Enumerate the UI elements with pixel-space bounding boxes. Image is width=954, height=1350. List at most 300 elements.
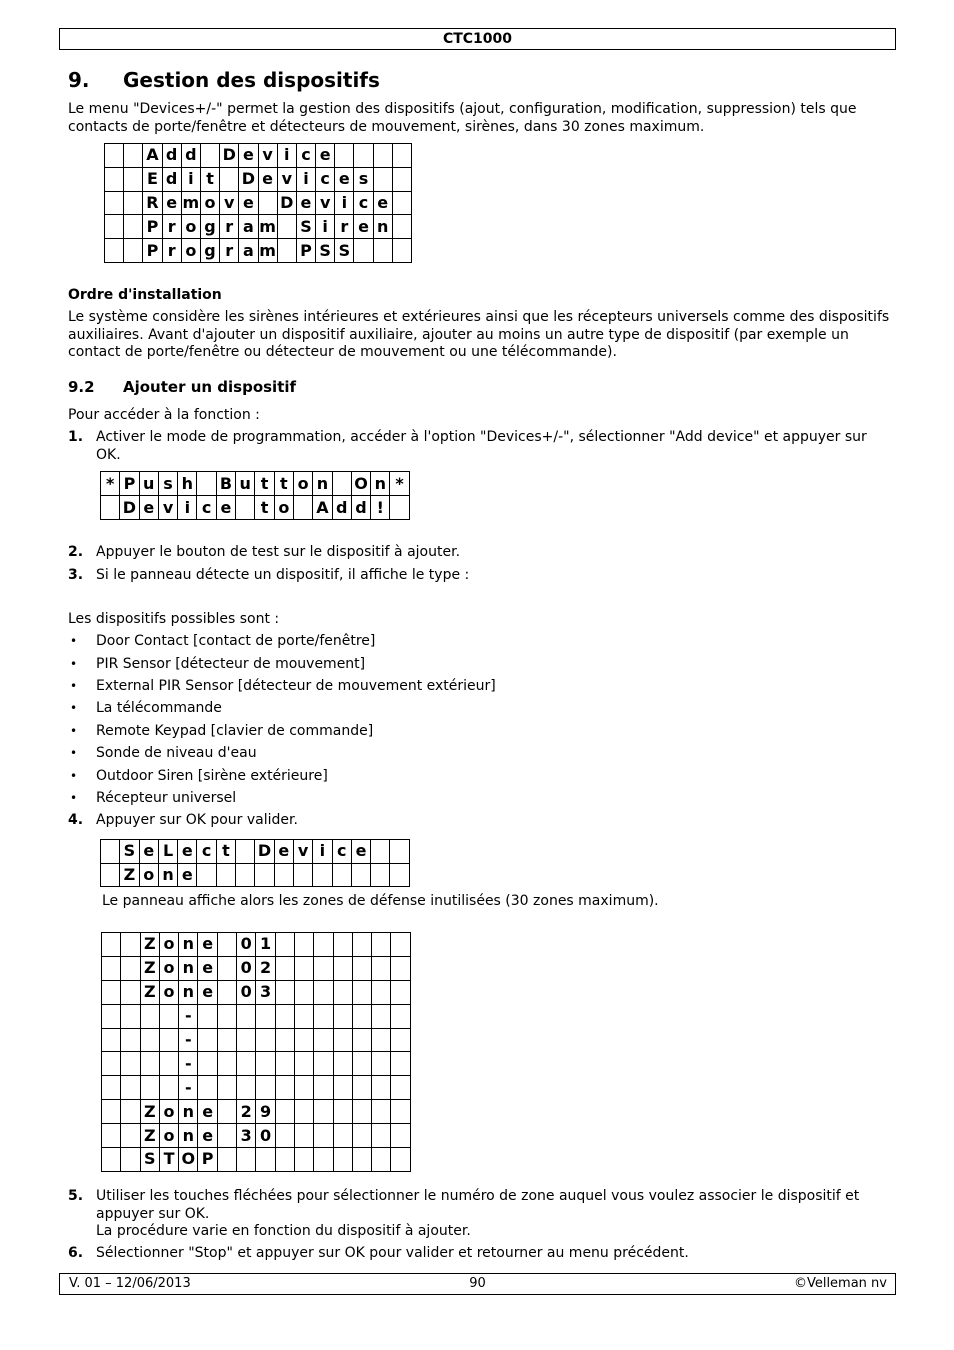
- lcd-cell: o: [181, 215, 200, 239]
- lcd-cell: n: [158, 863, 177, 887]
- lcd-cell: e: [351, 840, 370, 864]
- lcd-row: [102, 1076, 411, 1100]
- lcd-cell: t: [255, 472, 274, 496]
- lcd-cell: n: [179, 1124, 198, 1148]
- lcd-cell: S: [140, 1148, 159, 1172]
- lcd-cell: [198, 1076, 217, 1100]
- lcd-cell: -: [179, 1076, 198, 1100]
- lcd-cell: [391, 980, 410, 1004]
- lcd-cell: r: [220, 239, 239, 263]
- lcd-cell: [217, 956, 236, 980]
- lcd-cell: [237, 1076, 256, 1100]
- lcd-row: [101, 840, 410, 864]
- lcd-cell: d: [332, 496, 351, 520]
- lcd-cell: [275, 1076, 294, 1100]
- list-item: • Récepteur universel: [70, 790, 237, 806]
- lcd-select-device-display: [100, 839, 410, 887]
- lcd-cell: D: [120, 496, 139, 520]
- footer-page-number: 90: [469, 1276, 486, 1291]
- lcd-cell: [314, 956, 333, 980]
- lcd-cell: [217, 1052, 236, 1076]
- lcd-cell: S: [120, 840, 139, 864]
- lcd-cell: [333, 1076, 352, 1100]
- lcd-cell: t: [274, 472, 293, 496]
- lcd-cell: c: [316, 167, 335, 191]
- lcd-cell: [258, 191, 277, 215]
- lcd-cell: [121, 1148, 140, 1172]
- lcd-cell: [217, 1004, 236, 1028]
- lcd-cell: i: [296, 167, 315, 191]
- step-number: 2.: [68, 544, 84, 560]
- lcd-cell: A: [313, 496, 332, 520]
- lcd-cell: [105, 215, 124, 239]
- install-order-text: Le système considère les sirènes intérieures et extérieures ainsi que les récepteurs universels comme des dispositifs auxiliaires. Avant d'ajouter un dispositif auxiliaire, ajouter au moins un autre type de dispositif (par exemple un contact de porte/fenêtre ou détecteur de mouvement ou une télécommande).: [68, 309, 890, 360]
- lcd-cell: o: [139, 863, 158, 887]
- lcd-cell: i: [277, 144, 296, 168]
- lcd-cell: [313, 863, 332, 887]
- lcd-cell: [372, 956, 391, 980]
- lcd-cell: [121, 1076, 140, 1100]
- lcd-cell: [352, 1148, 371, 1172]
- lcd-cell: [352, 1004, 371, 1028]
- lcd-cell: [121, 980, 140, 1004]
- lcd-cell: [314, 980, 333, 1004]
- lcd-cell: [140, 1076, 159, 1100]
- lcd-cell: 1: [256, 933, 275, 957]
- lcd-cell: [220, 167, 239, 191]
- lcd-row: [102, 1148, 411, 1172]
- lcd-cell: i: [178, 496, 197, 520]
- lcd-cell: [333, 980, 352, 1004]
- lcd-cell: [332, 863, 351, 887]
- lcd-cell: P: [296, 239, 315, 263]
- lcd-cell: 0: [256, 1124, 275, 1148]
- lcd-row: [102, 1028, 411, 1052]
- lcd-cell: e: [198, 956, 217, 980]
- lcd-cell: [392, 215, 411, 239]
- step-number: 6.: [68, 1245, 84, 1261]
- lcd-cell: e: [296, 191, 315, 215]
- lcd-cell: [237, 1148, 256, 1172]
- lcd-cell: [217, 980, 236, 1004]
- lcd-cell: [200, 144, 219, 168]
- lcd-cell: n: [179, 956, 198, 980]
- lcd-cell: m: [258, 215, 277, 239]
- step-text: Appuyer sur OK pour valider.: [96, 812, 298, 828]
- lcd-cell: [197, 472, 216, 496]
- lcd-cell: [121, 956, 140, 980]
- lcd-cell: e: [198, 1100, 217, 1124]
- lcd-cell: [121, 1052, 140, 1076]
- lcd-cell: [105, 167, 124, 191]
- lcd-cell: [391, 1100, 410, 1124]
- lcd-zones-display: [101, 932, 411, 1172]
- lcd-cell: [124, 144, 143, 168]
- lcd-cell: [237, 1004, 256, 1028]
- lcd-cell: [332, 472, 351, 496]
- page-header: [59, 28, 896, 50]
- lcd-cell: [256, 1076, 275, 1100]
- bullet-icon: •: [70, 657, 78, 671]
- lcd-cell: [275, 1148, 294, 1172]
- lcd-cell: o: [159, 1100, 178, 1124]
- lcd-cell: [335, 144, 354, 168]
- lcd-cell: n: [179, 1100, 198, 1124]
- lcd-row: [102, 933, 411, 957]
- lcd-cell: [391, 1004, 410, 1028]
- lcd-cell: [391, 1148, 410, 1172]
- lcd-cell: o: [159, 933, 178, 957]
- lcd-cell: S: [316, 239, 335, 263]
- lcd-cell: [102, 933, 121, 957]
- lcd-cell: -: [179, 1052, 198, 1076]
- lcd-cell: [314, 1028, 333, 1052]
- lcd-cell: o: [200, 191, 219, 215]
- lcd-cell: [197, 863, 216, 887]
- lcd-cell: [390, 496, 409, 520]
- lcd-cell: [390, 840, 409, 864]
- lcd-cell: i: [316, 215, 335, 239]
- lcd-cell: Z: [120, 863, 139, 887]
- lcd-cell: [256, 1148, 275, 1172]
- lcd-cell: e: [216, 496, 235, 520]
- lcd-cell: n: [313, 472, 332, 496]
- lcd-cell: Z: [140, 1124, 159, 1148]
- lcd-cell: o: [159, 980, 178, 1004]
- lcd-cell: [293, 496, 312, 520]
- lcd-cell: B: [216, 472, 235, 496]
- lcd-cell: 9: [256, 1100, 275, 1124]
- zones-text: Le panneau affiche alors les zones de défense inutilisées (30 zones maximum).: [102, 893, 659, 909]
- lcd-cell: t: [200, 167, 219, 191]
- lcd-cell: [294, 1004, 313, 1028]
- lcd-row: [102, 1004, 411, 1028]
- lcd-cell: [236, 863, 255, 887]
- lcd-cell: v: [277, 167, 296, 191]
- lcd-cell: [217, 1076, 236, 1100]
- lcd-cell: 2: [256, 956, 275, 980]
- lcd-cell: [352, 1100, 371, 1124]
- lcd-cell: e: [258, 167, 277, 191]
- lcd-cell: [217, 1100, 236, 1124]
- lcd-cell: [275, 933, 294, 957]
- lcd-cell: c: [332, 840, 351, 864]
- access-text: Pour accéder à la fonction :: [68, 407, 260, 423]
- lcd-cell: e: [178, 840, 197, 864]
- lcd-cell: [372, 1028, 391, 1052]
- lcd-cell: [352, 1076, 371, 1100]
- step-number: 4.: [68, 812, 84, 828]
- lcd-row: [101, 472, 410, 496]
- lcd-cell: [237, 1052, 256, 1076]
- lcd-cell: n: [371, 472, 390, 496]
- lcd-cell: [294, 1124, 313, 1148]
- lcd-cell: i: [313, 840, 332, 864]
- lcd-row: [105, 239, 412, 263]
- lcd-cell: P: [120, 472, 139, 496]
- lcd-cell: e: [139, 840, 158, 864]
- lcd-cell: [351, 863, 370, 887]
- lcd-cell: [121, 1124, 140, 1148]
- lcd-cell: u: [236, 472, 255, 496]
- lcd-cell: e: [335, 167, 354, 191]
- lcd-cell: [373, 144, 392, 168]
- lcd-cell: [372, 1124, 391, 1148]
- lcd-row: [102, 980, 411, 1004]
- lcd-cell: e: [198, 933, 217, 957]
- lcd-cell: [294, 1076, 313, 1100]
- step-note: La procédure varie en fonction du dispositif à ajouter.: [96, 1223, 471, 1239]
- lcd-cell: [372, 1100, 391, 1124]
- devices-intro: Les dispositifs possibles sont :: [68, 611, 280, 627]
- step-4: [68, 812, 894, 830]
- lcd-cell: [159, 1052, 178, 1076]
- page-footer: [59, 1273, 896, 1295]
- lcd-cell: [101, 496, 120, 520]
- lcd-cell: [121, 933, 140, 957]
- lcd-cell: [217, 1148, 236, 1172]
- lcd-cell: h: [178, 472, 197, 496]
- lcd-cell: [392, 239, 411, 263]
- lcd-cell: [392, 167, 411, 191]
- lcd-cell: [102, 1076, 121, 1100]
- footer-copyright: ©Velleman nv: [793, 1276, 887, 1291]
- lcd-cell: e: [239, 144, 258, 168]
- lcd-cell: [275, 1100, 294, 1124]
- lcd-cell: [372, 1052, 391, 1076]
- lcd-cell: -: [179, 1004, 198, 1028]
- lcd-cell: D: [277, 191, 296, 215]
- lcd-row: [102, 1100, 411, 1124]
- lcd-cell: [217, 1028, 236, 1052]
- lcd-cell: Z: [140, 980, 159, 1004]
- lcd-cell: !: [371, 496, 390, 520]
- lcd-row: [101, 863, 410, 887]
- lcd-cell: d: [162, 144, 181, 168]
- step-number: 5.: [68, 1188, 84, 1204]
- lcd-cell: [352, 933, 371, 957]
- lcd-cell: [275, 980, 294, 1004]
- lcd-cell: [294, 956, 313, 980]
- lcd-cell: [352, 1052, 371, 1076]
- install-order-heading: Ordre d'installation: [68, 287, 222, 303]
- lcd-cell: [294, 933, 313, 957]
- lcd-cell: D: [255, 840, 274, 864]
- lcd-cell: [391, 1076, 410, 1100]
- lcd-cell: r: [162, 215, 181, 239]
- step-number: 1.: [68, 429, 84, 445]
- list-item: • Sonde de niveau d'eau: [70, 745, 257, 761]
- lcd-cell: [256, 1004, 275, 1028]
- lcd-cell: e: [274, 840, 293, 864]
- lcd-cell: [121, 1004, 140, 1028]
- lcd-cell: n: [179, 980, 198, 1004]
- lcd-cell: [159, 1076, 178, 1100]
- lcd-cell: Z: [140, 1100, 159, 1124]
- lcd-cell: 0: [237, 956, 256, 980]
- lcd-push-button-display: [100, 471, 410, 520]
- lcd-cell: [256, 1052, 275, 1076]
- lcd-cell: [372, 1148, 391, 1172]
- lcd-cell: P: [143, 239, 162, 263]
- lcd-cell: e: [373, 191, 392, 215]
- lcd-cell: 3: [256, 980, 275, 1004]
- list-item: • Remote Keypad [clavier de commande]: [70, 723, 374, 739]
- lcd-row: [102, 1124, 411, 1148]
- step-text: Si le panneau détecte un dispositif, il affiche le type :: [96, 567, 470, 583]
- lcd-cell: t: [216, 840, 235, 864]
- lcd-row: [105, 144, 412, 168]
- lcd-cell: a: [239, 239, 258, 263]
- lcd-cell: O: [179, 1148, 198, 1172]
- lcd-cell: [102, 1052, 121, 1076]
- lcd-cell: [198, 1052, 217, 1076]
- lcd-row: [101, 496, 410, 520]
- lcd-cell: [333, 1028, 352, 1052]
- bullet-icon: •: [70, 769, 78, 783]
- lcd-cell: v: [220, 191, 239, 215]
- lcd-cell: [198, 1004, 217, 1028]
- lcd-cell: [102, 1004, 121, 1028]
- lcd-cell: n: [179, 933, 198, 957]
- lcd-cell: *: [390, 472, 409, 496]
- lcd-cell: [391, 1124, 410, 1148]
- lcd-cell: n: [373, 215, 392, 239]
- lcd-row: [105, 215, 412, 239]
- lcd-cell: E: [143, 167, 162, 191]
- lcd-cell: [314, 1076, 333, 1100]
- lcd-cell: R: [143, 191, 162, 215]
- lcd-cell: d: [351, 496, 370, 520]
- lcd-cell: o: [181, 239, 200, 263]
- lcd-cell: [392, 191, 411, 215]
- lcd-cell: [121, 1028, 140, 1052]
- lcd-row: [102, 1052, 411, 1076]
- lcd-cell: [314, 1124, 333, 1148]
- lcd-cell: e: [178, 863, 197, 887]
- lcd-cell: [391, 1028, 410, 1052]
- lcd-cell: 0: [237, 933, 256, 957]
- lcd-cell: [373, 239, 392, 263]
- lcd-cell: [294, 1100, 313, 1124]
- lcd-cell: [102, 1028, 121, 1052]
- bullet-icon: •: [70, 634, 78, 648]
- lcd-row: [102, 956, 411, 980]
- section-title: Gestion des dispositifs: [123, 68, 380, 92]
- lcd-cell: m: [258, 239, 277, 263]
- lcd-cell: s: [354, 167, 373, 191]
- section-number: 9.: [68, 68, 90, 92]
- lcd-cell: [352, 956, 371, 980]
- bullet-icon: •: [70, 701, 78, 715]
- step-6: [68, 1245, 894, 1263]
- lcd-cell: [333, 1052, 352, 1076]
- lcd-cell: S: [335, 239, 354, 263]
- lcd-cell: D: [220, 144, 239, 168]
- bullet-icon: •: [70, 679, 78, 693]
- lcd-cell: [140, 1004, 159, 1028]
- lcd-cell: [124, 239, 143, 263]
- lcd-cell: [294, 1052, 313, 1076]
- step-3: [68, 567, 894, 585]
- lcd-cell: [354, 239, 373, 263]
- lcd-cell: r: [162, 239, 181, 263]
- lcd-cell: s: [158, 472, 177, 496]
- lcd-cell: [256, 1028, 275, 1052]
- lcd-cell: c: [197, 840, 216, 864]
- lcd-cell: e: [316, 144, 335, 168]
- lcd-cell: [275, 1028, 294, 1052]
- lcd-cell: *: [101, 472, 120, 496]
- lcd-cell: e: [198, 980, 217, 1004]
- lcd-cell: [124, 191, 143, 215]
- lcd-cell: [102, 956, 121, 980]
- lcd-cell: a: [239, 215, 258, 239]
- lcd-cell: o: [159, 956, 178, 980]
- lcd-cell: [124, 215, 143, 239]
- lcd-cell: [275, 1124, 294, 1148]
- lcd-cell: [333, 1004, 352, 1028]
- lcd-cell: [294, 1028, 313, 1052]
- step-5: [68, 1188, 894, 1241]
- subsection-number: 9.2: [68, 378, 95, 396]
- list-item: • Outdoor Siren [sirène extérieure]: [70, 768, 328, 784]
- lcd-cell: [333, 1124, 352, 1148]
- lcd-cell: T: [159, 1148, 178, 1172]
- lcd-cell: [275, 1052, 294, 1076]
- step-2: [68, 544, 894, 562]
- lcd-cell: o: [293, 472, 312, 496]
- bullet-icon: •: [70, 724, 78, 738]
- lcd-cell: [140, 1052, 159, 1076]
- lcd-cell: [101, 863, 120, 887]
- lcd-cell: v: [158, 496, 177, 520]
- bullet-icon: •: [70, 791, 78, 805]
- lcd-cell: S: [296, 215, 315, 239]
- lcd-cell: d: [181, 144, 200, 168]
- lcd-cell: e: [354, 215, 373, 239]
- lcd-cell: e: [239, 191, 258, 215]
- lcd-cell: [105, 191, 124, 215]
- lcd-cell: [124, 167, 143, 191]
- lcd-cell: c: [197, 496, 216, 520]
- lcd-cell: [373, 167, 392, 191]
- lcd-cell: Z: [140, 956, 159, 980]
- lcd-cell: [275, 956, 294, 980]
- lcd-row: [105, 191, 412, 215]
- lcd-cell: [352, 1028, 371, 1052]
- lcd-cell: [217, 933, 236, 957]
- lcd-cell: [371, 840, 390, 864]
- lcd-cell: [333, 1100, 352, 1124]
- lcd-cell: d: [162, 167, 181, 191]
- intro-paragraph: Le menu "Devices+/-" permet la gestion des dispositifs (ajout, configuration, modification, suppression) tels que contacts de porte/fenêtre et détecteurs de mouvement, sirènes, dans 30 zones maximum.: [68, 101, 857, 135]
- step-text: Sélectionner "Stop" et appuyer sur OK pour valider et retourner au menu précédent.: [96, 1245, 689, 1261]
- lcd-cell: [140, 1028, 159, 1052]
- lcd-cell: e: [162, 191, 181, 215]
- lcd-cell: 0: [237, 980, 256, 1004]
- lcd-cell: v: [293, 840, 312, 864]
- lcd-cell: [105, 239, 124, 263]
- lcd-cell: [372, 980, 391, 1004]
- lcd-cell: 2: [237, 1100, 256, 1124]
- lcd-cell: c: [296, 144, 315, 168]
- lcd-cell: [102, 1148, 121, 1172]
- subsection-title: Ajouter un dispositif: [123, 378, 297, 396]
- lcd-cell: [333, 956, 352, 980]
- lcd-cell: i: [335, 191, 354, 215]
- lcd-cell: m: [181, 191, 200, 215]
